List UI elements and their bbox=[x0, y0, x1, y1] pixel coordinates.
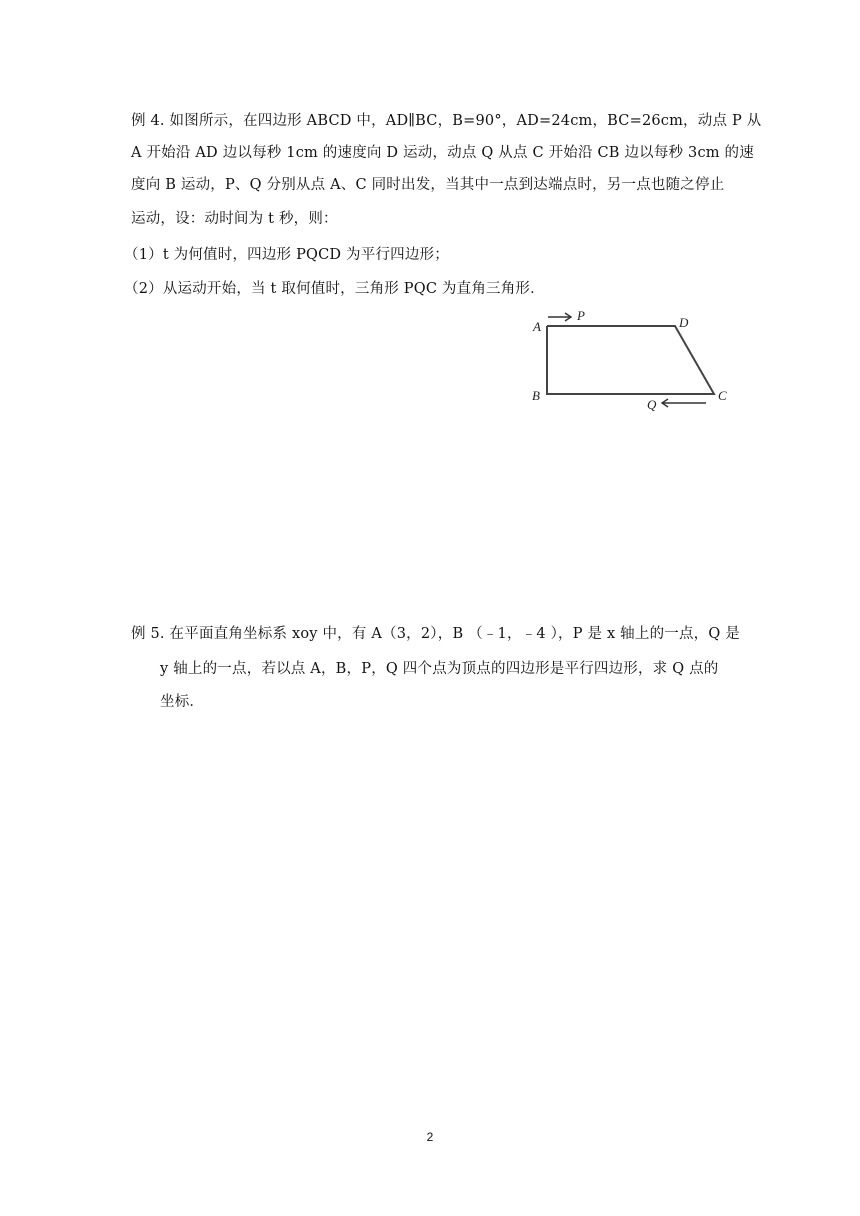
label-c: C bbox=[718, 388, 727, 403]
example-4-question-2: （2）从运动开始，当 t 取何值时，三角形 PQC 为直角三角形． bbox=[124, 281, 545, 297]
example-4-question-1: （1）t 为何值时，四边形 PQCD 为平行四边形； bbox=[124, 247, 449, 263]
page-number: 2 bbox=[426, 1130, 434, 1144]
label-p: P bbox=[577, 308, 585, 323]
label-b: B bbox=[532, 388, 540, 403]
label-d: D bbox=[679, 315, 689, 330]
example-4-line-4: 运动，设：动时间为 t 秒，则： bbox=[131, 211, 338, 227]
label-a: A bbox=[533, 319, 541, 334]
example-4-line-1: 例 4. 如图所示，在四边形 ABCD 中，AD∥BC，B=90°，AD=24cm，BC=26cm，动点 P 从 bbox=[131, 113, 762, 129]
trapezoid-shape bbox=[547, 326, 714, 394]
example-5-line-3: 坐标． bbox=[160, 694, 205, 710]
example-4-line-2: A 开始沿 AD 边以每秒 1cm 的速度向 D 运动，动点 Q 从点 C 开始沿 CB 边以每秒 3cm 的速 bbox=[131, 145, 754, 161]
example-5-line-2: y 轴上的一点，若以点 A，B，P，Q 四个点为顶点的四边形是平行四边形，求 Q 点的 bbox=[160, 661, 719, 677]
example-5-line-1: 例 5. 在平面直角坐标系 xoy 中，有 A（3，2），B （﹣1，﹣4 ），P 是 x 轴上的一点，Q 是 bbox=[131, 626, 740, 642]
label-q: Q bbox=[647, 397, 657, 412]
example-4-line-3: 度向 B 运动，P、Q 分别从点 A、C 同时出发，当其中一点到达端点时，另一点也随之停止 bbox=[131, 177, 725, 193]
trapezoid-figure bbox=[528, 306, 738, 416]
